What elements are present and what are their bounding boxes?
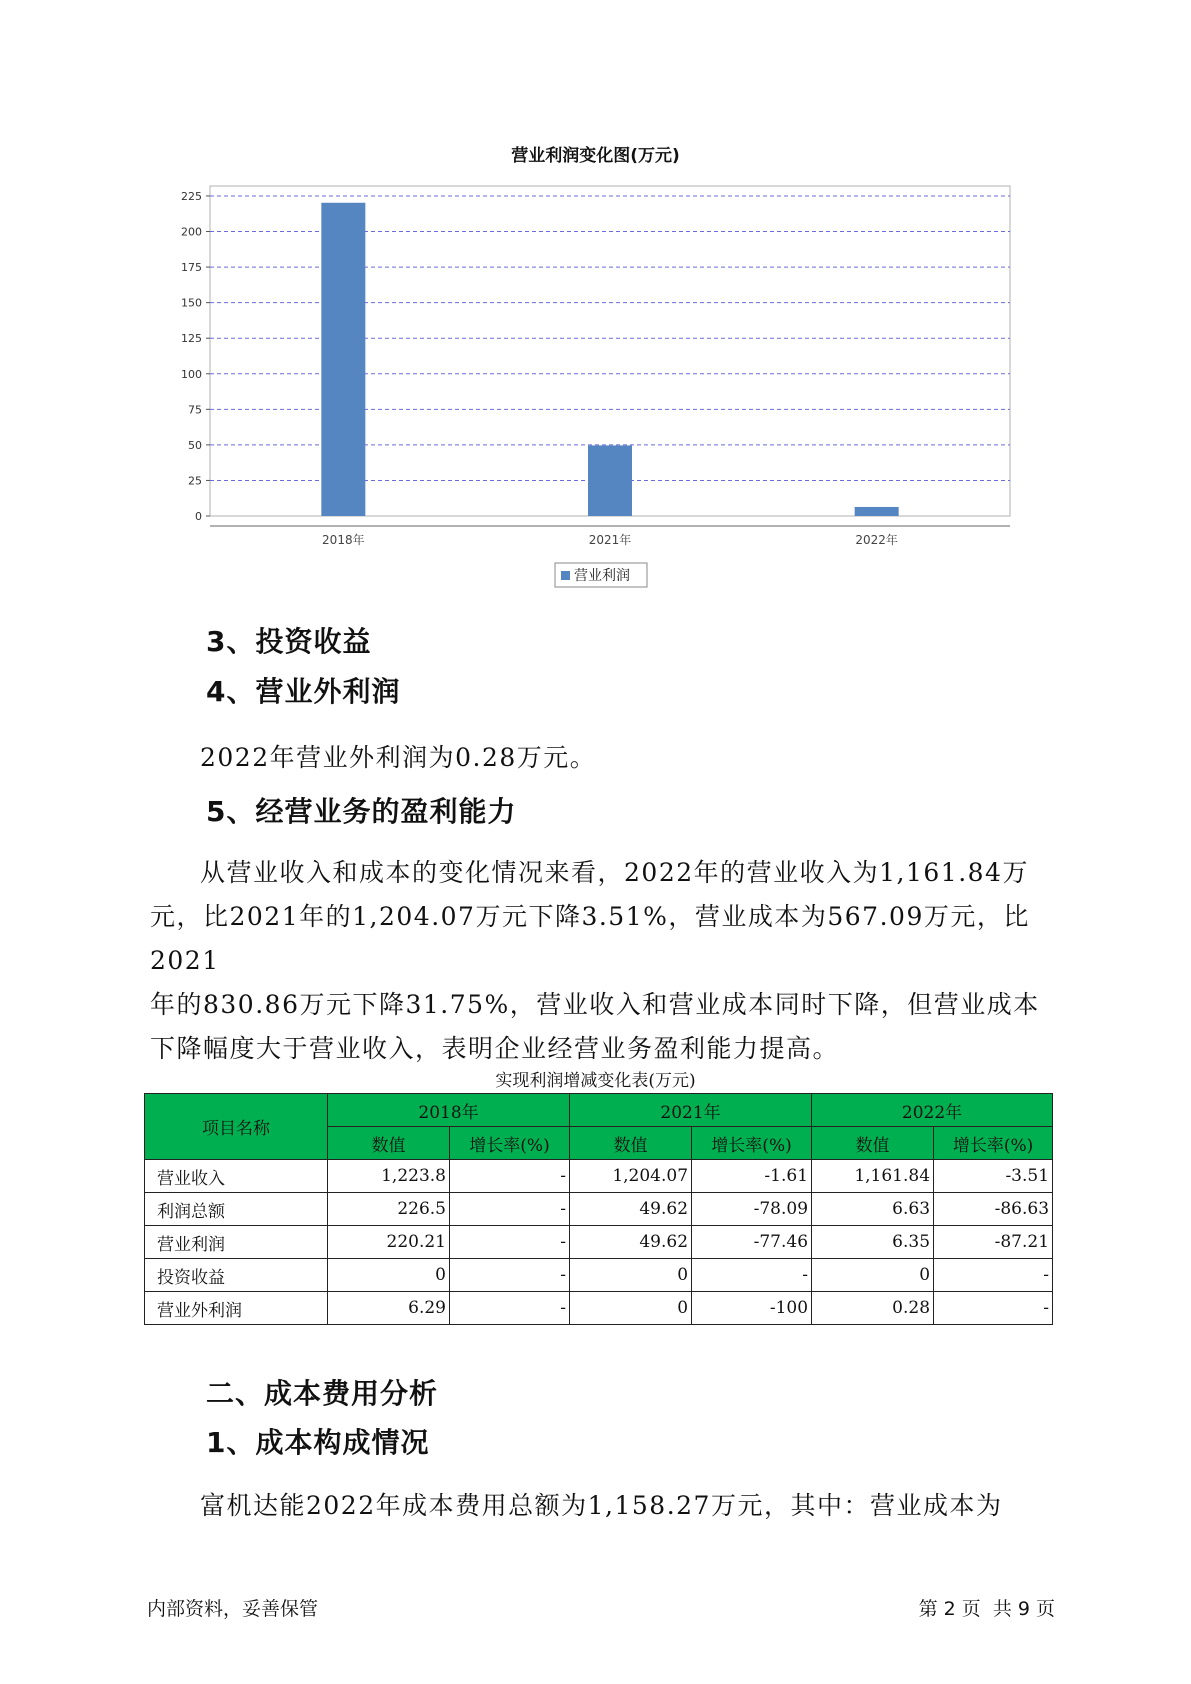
value-header: 数值 xyxy=(328,1127,450,1160)
x-tick-label: 2018年 xyxy=(322,533,365,547)
table-row xyxy=(145,1193,1053,1226)
value-cell: 226.5 xyxy=(328,1193,450,1226)
heading-cost-structure: 1、成本构成情况 xyxy=(206,1426,430,1459)
paragraph-line: 从营业收入和成本的变化情况来看，2022年的营业收入为1,161.84万 xyxy=(200,858,1029,887)
y-tick-label: 50 xyxy=(188,438,202,452)
growth-cell: -3.51 xyxy=(934,1160,1053,1193)
value-cell: 49.62 xyxy=(570,1193,692,1226)
x-tick-label: 2021年 xyxy=(588,533,632,547)
growth-header: 增长率(%) xyxy=(450,1127,570,1160)
value-header: 数值 xyxy=(570,1127,692,1160)
y-tick-label: 25 xyxy=(188,474,202,488)
legend-swatch xyxy=(561,571,570,580)
growth-cell: -1.61 xyxy=(692,1160,812,1193)
footer-page-number: 第 2 页 共 9 页 xyxy=(918,1598,1055,1620)
table-row xyxy=(145,1259,1053,1292)
year-header: 2021年 xyxy=(570,1094,812,1127)
y-tick-label: 150 xyxy=(181,296,202,310)
operating-profit-chart xyxy=(160,178,1020,598)
table-title: 实现利润增减变化表(万元) xyxy=(495,1071,696,1091)
growth-cell: - xyxy=(450,1160,570,1193)
paragraph-non-operating-profit: 2022年营业外利润为0.28万元。 xyxy=(200,743,597,772)
growth-cell: - xyxy=(934,1259,1053,1292)
row-label: 投资收益 xyxy=(145,1259,328,1292)
growth-header: 增长率(%) xyxy=(934,1127,1053,1160)
table-row xyxy=(145,1226,1053,1259)
growth-cell: - xyxy=(934,1292,1053,1325)
bar xyxy=(588,445,632,516)
growth-cell: - xyxy=(450,1292,570,1325)
row-label: 营业外利润 xyxy=(145,1292,328,1325)
profit-change-table xyxy=(144,1093,1053,1325)
value-cell: 0.28 xyxy=(812,1292,934,1325)
paragraph-line: 年的830.86万元下降31.75%，营业收入和营业成本同时下降，但营业成本 xyxy=(150,990,1040,1019)
year-header: 2022年 xyxy=(812,1094,1053,1127)
growth-cell: - xyxy=(450,1226,570,1259)
value-cell: 49.62 xyxy=(570,1226,692,1259)
value-cell: 0 xyxy=(328,1259,450,1292)
value-cell: 0 xyxy=(812,1259,934,1292)
heading-cost-analysis: 二、成本费用分析 xyxy=(206,1377,439,1410)
item-name-header: 项目名称 xyxy=(145,1094,328,1160)
value-cell: 6.29 xyxy=(328,1292,450,1325)
table-header-row xyxy=(145,1094,1053,1127)
growth-cell: -86.63 xyxy=(934,1193,1053,1226)
x-tick-label: 2022年 xyxy=(855,533,898,547)
chart-title: 营业利润变化图(万元) xyxy=(511,146,680,166)
value-cell: 1,204.07 xyxy=(570,1160,692,1193)
paragraph-cost: 富机达能2022年成本费用总额为1,158.27万元，其中：营业成本为 xyxy=(200,1491,1003,1520)
value-cell: 0 xyxy=(570,1259,692,1292)
growth-cell: - xyxy=(450,1259,570,1292)
growth-cell: -100 xyxy=(692,1292,812,1325)
y-tick-label: 100 xyxy=(181,367,202,381)
paragraph-line: 元，比2021年的1,204.07万元下降3.51%，营业成本为567.09万元，比2021 xyxy=(150,902,1030,975)
bar xyxy=(855,507,899,516)
y-tick-label: 75 xyxy=(188,403,202,417)
y-tick-label: 125 xyxy=(181,332,202,346)
y-tick-label: 225 xyxy=(181,189,202,203)
value-cell: 220.21 xyxy=(328,1226,450,1259)
y-tick-label: 0 xyxy=(195,510,202,523)
paragraph-line: 下降幅度大于营业收入，表明企业经营业务盈利能力提高。 xyxy=(150,1034,840,1063)
legend-label: 营业利润 xyxy=(574,568,630,584)
row-label: 营业收入 xyxy=(145,1160,328,1193)
heading-investment-income: 3、投资收益 xyxy=(206,625,372,658)
heading-profitability: 5、经营业务的盈利能力 xyxy=(206,795,517,828)
year-header: 2018年 xyxy=(328,1094,570,1127)
heading-non-operating-profit: 4、营业外利润 xyxy=(206,675,401,708)
value-cell: 1,161.84 xyxy=(812,1160,934,1193)
row-label: 利润总额 xyxy=(145,1193,328,1226)
growth-cell: -78.09 xyxy=(692,1193,812,1226)
value-cell: 0 xyxy=(570,1292,692,1325)
y-tick-label: 175 xyxy=(181,261,202,275)
growth-cell: - xyxy=(450,1193,570,1226)
growth-cell: -77.46 xyxy=(692,1226,812,1259)
value-cell: 6.35 xyxy=(812,1226,934,1259)
value-cell: 6.63 xyxy=(812,1193,934,1226)
value-header: 数值 xyxy=(812,1127,934,1160)
paragraph-profitability xyxy=(150,851,1050,1071)
footer-confidential-note: 内部资料，妥善保管 xyxy=(147,1598,319,1620)
row-label: 营业利润 xyxy=(145,1226,328,1259)
growth-header: 增长率(%) xyxy=(692,1127,812,1160)
growth-cell: -87.21 xyxy=(934,1226,1053,1259)
growth-cell: - xyxy=(692,1259,812,1292)
table-row xyxy=(145,1160,1053,1193)
value-cell: 1,223.8 xyxy=(328,1160,450,1193)
table-row xyxy=(145,1292,1053,1325)
bar xyxy=(321,203,365,516)
y-tick-label: 200 xyxy=(181,225,202,239)
